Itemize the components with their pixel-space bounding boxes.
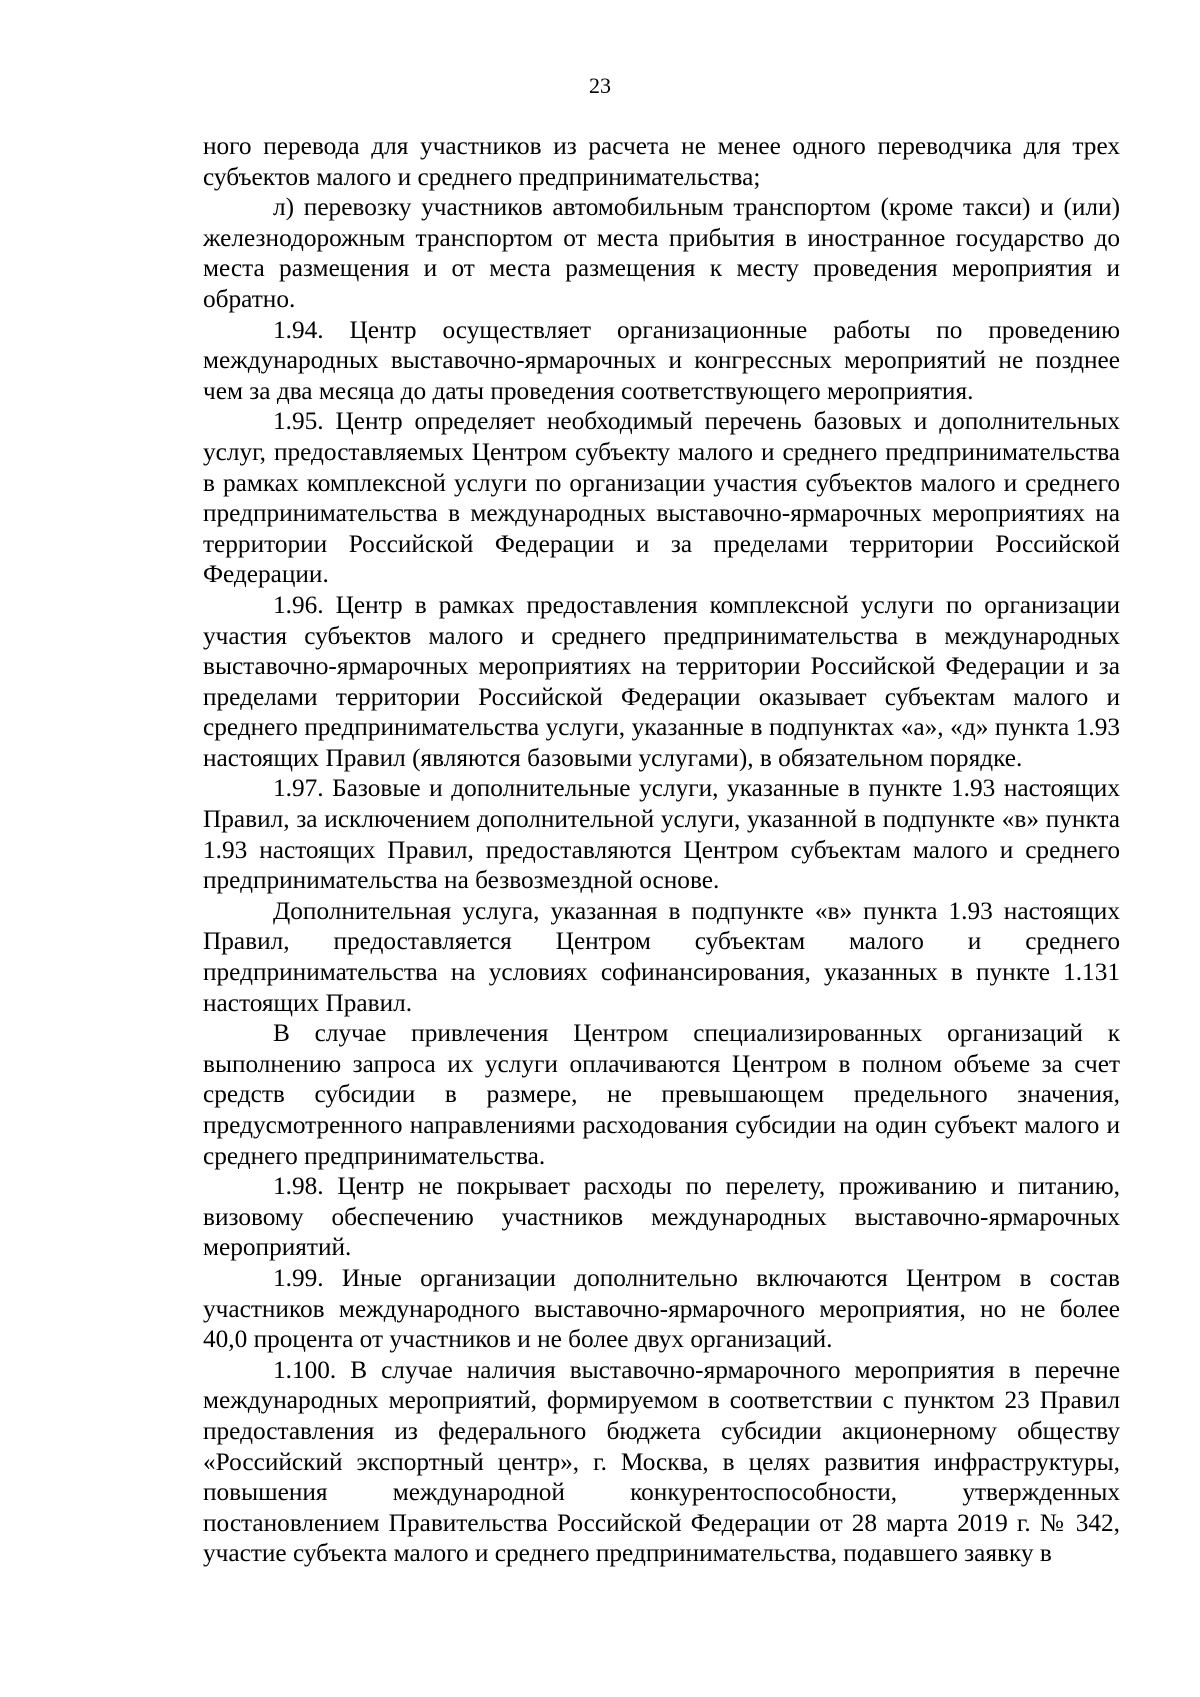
paragraph-additional-service: Дополнительная услуга, указанная в подпункте «в» пункта 1.93 настоящих Правил, предоставляется Центром субъектам малого и среднего предпринимательства на условиях софинансирования, указанных в пункте 1.131 настоящих Правил. bbox=[203, 896, 1120, 1017]
paragraph-1-94: 1.94. Центр осуществляет организационные работы по проведению международных выставочно-ярмарочных и конгрессных мероприятий не позднее чем за два месяца до даты проведения соответствующего мероприятия. bbox=[203, 315, 1120, 405]
paragraph-subitem-l: л) перевозку участников автомобильным транспортом (кроме такси) и (или) железнодорожным транспортом от места прибытия в иностранное государство до места размещения и от места размещения к месту проведения мероприятия и обратно. bbox=[203, 193, 1120, 313]
document-body bbox=[203, 131, 1120, 1569]
paragraph-1-98: 1.98. Центр не покрывает расходы по перелету, проживанию и питанию, визовому обеспечению участников международных выставочно-ярмарочных мероприятий. bbox=[203, 1172, 1120, 1262]
paragraph-1-96: 1.96. Центр в рамках предоставления комплексной услуги по организации участия субъектов малого и среднего предпринимательства в международных выставочно-ярмарочных мероприятиях на территории Российской Федерации и за пределами территории Российской Федерации оказывает субъектам малого и среднего предпринимательства услуги, указанные в подпунктах «а», «д» пункта 1.93 настоящих Правил (являются базовыми услугами), в обязательном порядке. bbox=[203, 590, 1120, 772]
paragraph-1-97: 1.97. Базовые и дополнительные услуги, указанные в пункте 1.93 настоящих Правил, за исключением дополнительной услуги, указанной в подпункте «в» пункта 1.93 настоящих Правил, предоставляются Центром субъектам малого и среднего предпринимательства на безвозмездной основе. bbox=[203, 774, 1120, 895]
paragraph-1-99: 1.99. Иные организации дополнительно включаются Центром в состав участников международного выставочно-ярмарочного мероприятия, но не более 40,0 процента от участников и не более двух организаций. bbox=[203, 1263, 1120, 1354]
page-number: 23 bbox=[589, 73, 611, 98]
paragraph-1-100: 1.100. В случае наличия выставочно-ярмарочного мероприятия в перечне международных мероприятий, формируемом в соответствии с пунктом 23 Правил предоставления из федерального бюджета субсидии акционерному обществу «Российский экспортный центр», г. Москва, в целях развития инфраструктуры, повышения международной конкурентоспособности, утвержденных постановлением Правительства Российской Федерации от 28 марта 2019 г. № 342, участие субъекта малого и среднего предпринимательства, подавшего заявку в bbox=[203, 1355, 1120, 1568]
paragraph-1-95: 1.95. Центр определяет необходимый перечень базовых и дополнительных услуг, предоставляемых Центром субъекту малого и среднего предпринимательства в рамках комплексной услуги по организации участия субъектов малого и среднего предпринимательства в международных выставочно-ярмарочных мероприятиях на территории Российской Федерации и за пределами территории Российской Федерации. bbox=[203, 407, 1120, 589]
paragraph-continuation: ного перевода для участников из расчета не менее одного переводчика для трех субъектов малого и среднего предпринимательства; bbox=[203, 132, 1120, 191]
paragraph-specialized-organizations: В случае привлечения Центром специализированных организаций к выполнению запроса их услуги оплачиваются Центром в полном объеме за счет средств субсидии в размере, не превышающем предельного значения, предусмотренного направлениями расходования субсидии на один субъект малого и среднего предпринимательства. bbox=[203, 1019, 1120, 1170]
